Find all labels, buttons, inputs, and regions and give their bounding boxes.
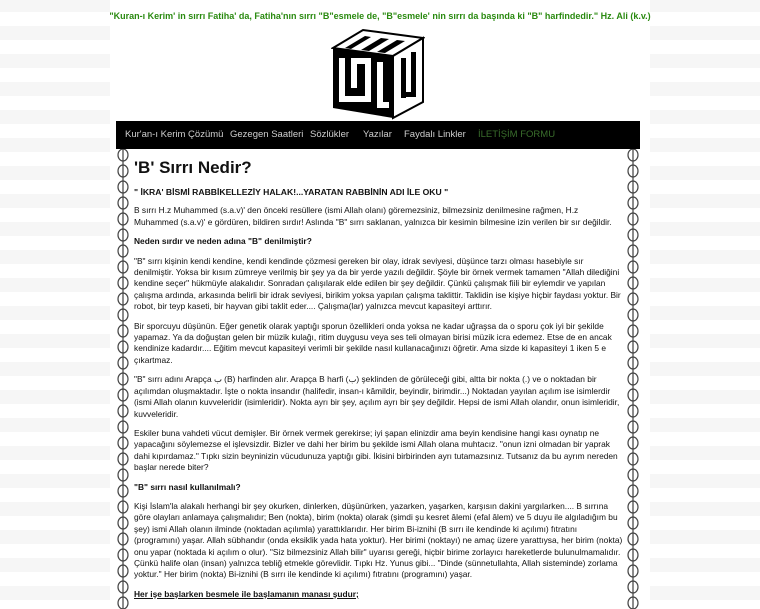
nav-yazilar[interactable]: Yazılar bbox=[363, 129, 392, 140]
paragraph-how-to-use: Kişi İslam'la alakalı herhangi bir şey okurken, dinlerken, düşünürken, yazarken, yaşarken, karşısın dakini yargılarken.... B sırrına göre olayları anlamaya çalışmalıdır; Ben (nokta), birim (nokta) olarak (şimdi şu kesret âlemi (efal âlem) ve 5 duyu ile algıladığım bu şey) ismi Allah olanın ilminde (noktadan açılımla) yarattıklarıdır. Her birim Bi-iznihi (B sırrı ile kendinde ki açılımı) fıtratını (programını) yaşar. Allah sübhandır (onda eksiklik yada hata yoktur). Her birimi (noktayı) ne amaç üzere yarattıysa, her birim (nokta) onu yapar (noktada ki açılım o olur). "Siz bilmezsiniz Allah bilir" uyarısı gereği, hiçbir birime zorlayıcı hareketlerde bulunulmamalıdır. Çünkü halife olan (insan) yalnızca tebliğ etmekle görevlidir. Tıpkı Hz. Yunus gibi... "Dinde (sünnetullahta, Allah sisteminde) zorlama yoktur." Her birim (nokta) Bi-iznihi (B sırrı ile kendinde ki açılımı) fıtratını (programını) yaşar. bbox=[134, 500, 623, 580]
nav-kuran-cozumu[interactable]: Kur'an-ı Kerim Çözümü bbox=[125, 129, 224, 140]
paragraph-vahdeti-vucut: Eskiler buna vahdeti vücut demişler. Bir örnek vermek gerekirse; iyi şapan elinizdir ama beyin kendisine hangi kası oynatıp ne yapacağını söylemezse el işlevsizdir. Bizler ve dahi her birim bu şekilde ismi Allah olana muhtacız. "onun izni olmadan bir yaprak dahi kıpırdamaz." Tıpkı sizin beyninizin vücudunuza yaptığı gibi. İkisini birbirinden ayrı tutamazsınız. Tutsanız da bu ayrım nereden başlar nerede biter? bbox=[134, 427, 618, 473]
heading-how-to-use: "B" sırrı nasıl kullanılmalı? bbox=[134, 481, 241, 492]
nav-gezegen-saatleri[interactable]: Gezegen Saatleri bbox=[230, 129, 304, 140]
heading-besmele-meaning: Her işe başlarken besmele ile başlamanın manası şudur; bbox=[134, 588, 359, 599]
left-rope-border bbox=[116, 149, 130, 609]
nav-faydali-linkler[interactable]: Faydalı Linkler bbox=[404, 129, 466, 140]
main-navigation bbox=[116, 121, 640, 149]
article-content bbox=[134, 157, 624, 608]
paragraph-secret-explanation: "B" sırrı kişinin kendi kendine, kendi kendinde çözmesi gereken bir olay, idrak seviyesi, düşünce tarzı olması hasebiyle sır denilmiştir. Yoksa bir kısım zümreye verilmiş bir şey ya da bir yerde yazılı değildir. Şöyle bir örnek vermek tamamen "Allah dilediğini kendine seçer" hükmüyle alakalıdır. Sonradan çalışılarak elde edilen bir şey değildir. Çünkü çalışmak fiili bir eylemdir ve yapılan çalışma ardında, arkasında belirli bir idrak seviyesi, birikim yoksa yapılan çalışma taklittir. Taklidin ise kişiye hiçbir faydası yoktur. Bir robot, bir teyp kaseti, bir hayvan gibi taklit eder.... Çalışma(lar) yalnızca mevcut kapasiteyi arttırır. bbox=[134, 255, 621, 312]
header-quote: "Kuran-ı Kerim' in sırrı Fatiha' da, Fatiha'nın sırrı "B"esmele de, "B"esmele' nin sırrı da başında ki "B" harfindedir." Hz. Ali (k.v.) bbox=[109, 11, 651, 21]
left-pattern-background bbox=[0, 0, 110, 600]
right-pattern-background bbox=[650, 0, 760, 600]
heading-why-secret: Neden sırdır ve neden adına "B" denilmiştir? bbox=[134, 236, 312, 247]
right-rope-border bbox=[626, 149, 640, 609]
paragraph-intro: B sırrı H.z Muhammed (s.a.v)' den önceki resüllere (ismi Allah olanı) göremezsiniz, bilmezsiniz denilmesine rağmen, H.z Muhammed (s.a.v)' e gördüren, bildiren sırdır! Aslında "B" sırrı saklanan, yalnızca bir kesimin bilmesine izin verilen bir sır değildir. bbox=[134, 205, 612, 227]
site-logo bbox=[331, 28, 425, 120]
paragraph-arabic-b: "B" sırrı adını Arapça ب (B) harfinden alır. Arapça B harfi (ب) şeklinden de görüleceği gibi, altta bir nokta (.) ve o noktadan bir açılımdan oluşmaktadır. İşte o nokta insandır (halifedir, insan-ı kâmildir, beyindir, birimdir...) Noktadan yayılan açılım ise isimlerdir (ismi Allah olanın kuvveleridir (isimleridir). Nokta ayrı bir şey, açılım ayrı bir şey değildir. Hepsi de ismi Allah olandır, onun isimleridir, kuvveleridir. bbox=[134, 374, 620, 419]
nav-iletisim-formu[interactable]: İLETİŞİM FORMU bbox=[478, 129, 556, 140]
nav-sozlukler[interactable]: Sözlükler bbox=[310, 129, 350, 140]
ikra-verse: " İKRA' BİSMİ RABBİKELLEZİY HALAK!...YARATAN RABBİNİN ADI İLE OKU " bbox=[134, 187, 449, 197]
paragraph-athlete-example: Bir sporcuyu düşünün. Eğer genetik olarak yaptığı sporun özellikleri onda yoksa ne kadar uğraşsa da o sporu çok iyi bir şekilde yapamaz. Ya da doğuştan gelen bir müzik kulağı, ritim duygusu veya ses teli olmayan birisi müzik icra edemez. Etse de en ancak kendinize kadardır.... Eğitim mevcut kapasiteyi verimli bir şekilde nasıl kullanacağınızı öğretir. Ama sizde ki kapasiteyi 1 iken 5 e çıkartmaz. bbox=[134, 320, 612, 365]
article-frame bbox=[116, 149, 640, 609]
article-title: 'B' Sırrı Nedir? bbox=[134, 158, 252, 177]
